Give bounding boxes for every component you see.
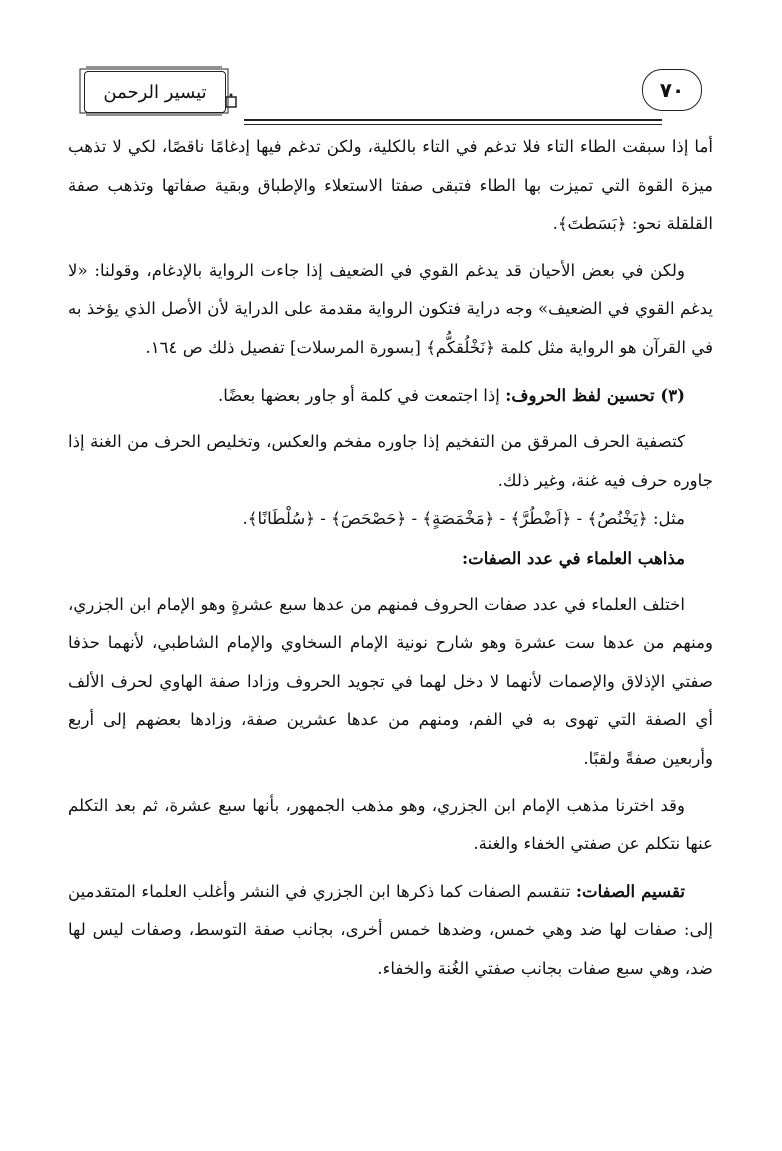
- paragraph-9: [68, 872, 713, 989]
- paragraph-9-text: تنقسم الصفات كما ذكرها ابن الجزري في النشر وأغلب العلماء المتقدمين إلى: صفات لها ضد وهي خمس، وضدها خمس أخرى، بجانب صفة التوسط، وصفات ليس لها ضد، وهي سبع صفات بجانب صفتي الغُنة والخفاء.: [68, 881, 713, 978]
- page-number: ٧٠: [642, 69, 702, 111]
- section-label-division: تقسيم الصفات:: [575, 880, 685, 901]
- paragraph-3: [68, 376, 713, 416]
- header-rule-thin: [244, 124, 662, 125]
- paragraph-2: ولكن في بعض الأحيان قد يدغم القوي في الضعيف إذا جاءت الرواية بالإدغام، وقولنا: «لا يدغم القوي في الضعيف» وجه دراية فتكون الرواية مقدمة على الدراية لأن الأصل الذي يؤخذ به في القرآن هو الرواية مثل كلمة ﴿نَخْلُقكُّم﴾ [بسورة المرسلات] تفصيل ذلك ص ١٦٤.: [68, 260, 713, 357]
- section-heading-scholars: مذاهب العلماء في عدد الصفات:: [462, 547, 685, 568]
- paragraph-3-text: إذا اجتمعت في كلمة أو جاور بعضها بعضًا.: [217, 385, 506, 405]
- section-label-improve-letters: (٣) تحسين لفظ الحروف:: [505, 384, 685, 405]
- paragraph-1: أما إذا سبقت الطاء التاء فلا تدغم في التاء بالكلية، ولكن تدغم فيها إدغامًا ناقصًا، لكي لا تذهب ميزة القوة التي تميزت بها الطاء فتبقى صفتا الاستعلاء والإطباق وبقية صفاتها وتذهب صفة القلقلة نحو: ﴿بَسَطتَ﴾.: [68, 137, 713, 234]
- header-ornament-icon: [224, 93, 238, 109]
- examples-line: مثل: ﴿يَخْنُصُ﴾ - ﴿اَضْطُرَّ﴾ - ﴿مَخْمَصَةٍ﴾ - ﴿حَصْحَصَ﴾ - ﴿سُلْطَانًا﴾.: [242, 509, 685, 529]
- paragraph-4: كتصفية الحرف المرقق من التفخيم إذا جاوره مفخم والعكس، وتخليص الحرف من الغنة إذا جاوره حرف فيه غنة، وغير ذلك.: [68, 432, 713, 490]
- page-header: [74, 63, 702, 125]
- book-title: تيسير الرحمن: [84, 71, 226, 113]
- header-rule: [244, 119, 662, 121]
- paragraph-7: اختلف العلماء في عدد صفات الحروف فمنهم من عدها سبع عشرةٍ وهو الإمام ابن الجزري، ومنهم من عدها ست عشرة وهو شارح نونية الإمام السخاوي والإمام الشاطبي، لأنهما حذفا صفتي الإذلاق والإصمات لأنهما لا دخل لهما في تجويد الحروف وزادا صفة الهاوي لحرف الألف أي الصفة التي تهوى به في الفم، ومنهم من عدها عشرين صفة، وزادها بعضهم إلى أربع وأربعين صفةً ولقبًا.: [68, 594, 713, 768]
- paragraph-8: وقد اخترنا مذهب الإمام ابن الجزري، وهو مذهب الجمهور، بأنها سبع عشرة، ثم بعد التكلم عنها نتكلم عن صفتي الخفاء والغنة.: [68, 795, 713, 854]
- page-body: [68, 128, 713, 988]
